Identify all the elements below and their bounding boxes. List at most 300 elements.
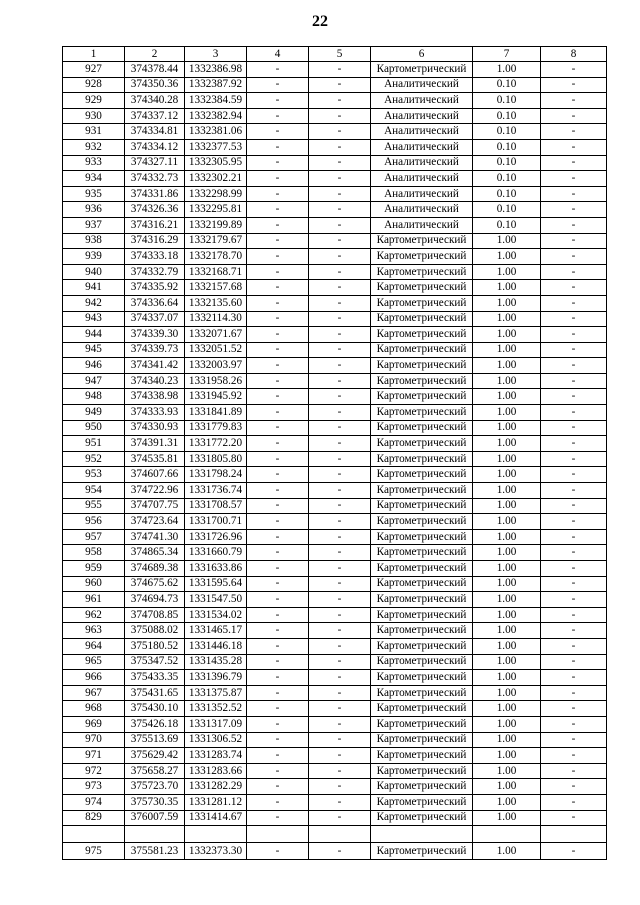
x-coordinate-cell: 374332.73 <box>125 171 185 187</box>
col-5-cell: - <box>309 576 371 592</box>
col-8-cell: - <box>541 498 607 514</box>
y-coordinate-cell: 1331660.79 <box>185 545 247 561</box>
col-8-cell: - <box>541 420 607 436</box>
col-4-cell: - <box>247 685 309 701</box>
y-coordinate-cell: 1332114.30 <box>185 311 247 327</box>
point-number-cell: 965 <box>63 654 125 670</box>
col-5-cell: - <box>309 607 371 623</box>
col-5-cell: - <box>309 389 371 405</box>
col-4-cell: - <box>247 701 309 717</box>
col-5-cell: - <box>309 420 371 436</box>
point-number-cell: 966 <box>63 670 125 686</box>
point-number-cell: 936 <box>63 202 125 218</box>
point-number-cell: 958 <box>63 545 125 561</box>
accuracy-cell: 1.00 <box>473 623 541 639</box>
y-coordinate-cell: 1331446.18 <box>185 638 247 654</box>
col-4-cell: - <box>247 748 309 764</box>
col-4-cell: - <box>247 249 309 265</box>
col-5-cell: - <box>309 529 371 545</box>
x-coordinate-cell: 374338.98 <box>125 389 185 405</box>
table-row <box>63 732 607 748</box>
col-4-cell: - <box>247 233 309 249</box>
accuracy-cell: 1.00 <box>473 763 541 779</box>
x-coordinate-cell: 374327.11 <box>125 155 185 171</box>
point-number-cell: 962 <box>63 607 125 623</box>
accuracy-cell: 1.00 <box>473 514 541 530</box>
point-number-cell: 959 <box>63 561 125 577</box>
header-cell-4: 4 <box>247 47 309 62</box>
method-cell: Картометрический <box>371 810 473 826</box>
col-4-cell: - <box>247 607 309 623</box>
point-number-cell: 972 <box>63 763 125 779</box>
y-coordinate-cell: 1331772.20 <box>185 436 247 452</box>
method-cell: Картометрический <box>371 342 473 358</box>
method-cell: Картометрический <box>371 716 473 732</box>
method-cell: Картометрический <box>371 280 473 296</box>
col-5-cell: - <box>309 124 371 140</box>
col-4-cell: - <box>247 93 309 109</box>
point-number-cell: 829 <box>63 810 125 826</box>
x-coordinate-cell: 375347.52 <box>125 654 185 670</box>
x-coordinate-cell: 374340.23 <box>125 373 185 389</box>
table-row <box>63 670 607 686</box>
col-5-cell: - <box>309 249 371 265</box>
x-coordinate-cell: 376007.59 <box>125 810 185 826</box>
accuracy-cell: 1.00 <box>473 451 541 467</box>
accuracy-cell: 1.00 <box>473 810 541 826</box>
y-coordinate-cell: 1331798.24 <box>185 467 247 483</box>
table-header-row <box>63 47 607 62</box>
col-5-cell: - <box>309 233 371 249</box>
col-5-cell: - <box>309 217 371 233</box>
method-cell: Картометрический <box>371 794 473 810</box>
col-5-cell: - <box>309 561 371 577</box>
x-coordinate-cell: 374333.93 <box>125 405 185 421</box>
col-4-cell: - <box>247 280 309 296</box>
col-8-cell: - <box>541 779 607 795</box>
point-number-cell: 951 <box>63 436 125 452</box>
table-spacer-row <box>63 826 607 843</box>
table-row <box>63 139 607 155</box>
y-coordinate-cell: 1332305.95 <box>185 155 247 171</box>
method-cell: Картометрический <box>371 514 473 530</box>
accuracy-cell: 1.00 <box>473 420 541 436</box>
accuracy-cell: 0.10 <box>473 139 541 155</box>
point-number-cell: 973 <box>63 779 125 795</box>
table-row <box>63 186 607 202</box>
y-coordinate-cell: 1331282.29 <box>185 779 247 795</box>
col-4-cell: - <box>247 498 309 514</box>
point-number-cell: 937 <box>63 217 125 233</box>
col-4-cell: - <box>247 810 309 826</box>
point-number-cell: 952 <box>63 451 125 467</box>
method-cell: Картометрический <box>371 670 473 686</box>
y-coordinate-cell: 1331396.79 <box>185 670 247 686</box>
table-row <box>63 529 607 545</box>
col-8-cell: - <box>541 139 607 155</box>
col-4-cell: - <box>247 436 309 452</box>
method-cell: Аналитический <box>371 155 473 171</box>
col-4-cell: - <box>247 202 309 218</box>
col-5-cell <box>309 826 371 843</box>
x-coordinate-cell: 375088.02 <box>125 623 185 639</box>
method-cell: Картометрический <box>371 545 473 561</box>
y-coordinate-cell: 1332179.67 <box>185 233 247 249</box>
col-4-cell: - <box>247 732 309 748</box>
x-coordinate-cell: 375426.18 <box>125 716 185 732</box>
col-8-cell: - <box>541 451 607 467</box>
col-4-cell: - <box>247 186 309 202</box>
table-row <box>63 295 607 311</box>
y-coordinate-cell: 1331779.83 <box>185 420 247 436</box>
accuracy-cell: 1.00 <box>473 607 541 623</box>
point-number-cell: 961 <box>63 592 125 608</box>
x-coordinate-cell: 374340.28 <box>125 93 185 109</box>
point-number-cell: 974 <box>63 794 125 810</box>
y-coordinate-cell: 1331945.92 <box>185 389 247 405</box>
col-8-cell: - <box>541 171 607 187</box>
y-coordinate-cell: 1332199.89 <box>185 217 247 233</box>
accuracy-cell <box>473 826 541 843</box>
col-5-cell: - <box>309 358 371 374</box>
table-row <box>63 576 607 592</box>
x-coordinate-cell: 374316.29 <box>125 233 185 249</box>
point-number-cell: 949 <box>63 405 125 421</box>
accuracy-cell: 1.00 <box>473 62 541 78</box>
table-row <box>63 638 607 654</box>
table-row <box>63 748 607 764</box>
accuracy-cell: 1.00 <box>473 295 541 311</box>
x-coordinate-cell: 375180.52 <box>125 638 185 654</box>
y-coordinate-cell: 1331306.52 <box>185 732 247 748</box>
accuracy-cell: 1.00 <box>473 280 541 296</box>
accuracy-cell: 1.00 <box>473 498 541 514</box>
accuracy-cell: 1.00 <box>473 794 541 810</box>
header-cell-1: 1 <box>63 47 125 62</box>
col-8-cell: - <box>541 748 607 764</box>
col-8-cell: - <box>541 311 607 327</box>
col-8-cell: - <box>541 545 607 561</box>
point-number-cell: 929 <box>63 93 125 109</box>
table-row <box>63 108 607 124</box>
method-cell: Картометрический <box>371 561 473 577</box>
y-coordinate-cell: 1332384.59 <box>185 93 247 109</box>
col-4-cell: - <box>247 108 309 124</box>
y-coordinate-cell: 1331317.09 <box>185 716 247 732</box>
accuracy-cell: 1.00 <box>473 373 541 389</box>
col-4-cell: - <box>247 654 309 670</box>
x-coordinate-cell: 375430.10 <box>125 701 185 717</box>
col-4-cell: - <box>247 342 309 358</box>
y-coordinate-cell: 1331633.86 <box>185 561 247 577</box>
col-8-cell: - <box>541 561 607 577</box>
accuracy-cell: 1.00 <box>473 545 541 561</box>
col-5-cell: - <box>309 93 371 109</box>
x-coordinate-cell: 374334.81 <box>125 124 185 140</box>
accuracy-cell: 1.00 <box>473 685 541 701</box>
point-number-cell: 956 <box>63 514 125 530</box>
accuracy-cell: 1.00 <box>473 748 541 764</box>
y-coordinate-cell: 1332373.30 <box>185 843 247 860</box>
x-coordinate-cell: 374350.36 <box>125 77 185 93</box>
table-row <box>63 794 607 810</box>
col-5-cell: - <box>309 685 371 701</box>
table-row <box>63 420 607 436</box>
col-5-cell: - <box>309 732 371 748</box>
col-4-cell: - <box>247 373 309 389</box>
col-5-cell: - <box>309 514 371 530</box>
table-row <box>63 514 607 530</box>
point-number-cell: 968 <box>63 701 125 717</box>
x-coordinate-cell: 374535.81 <box>125 451 185 467</box>
x-coordinate-cell: 374332.79 <box>125 264 185 280</box>
accuracy-cell: 1.00 <box>473 467 541 483</box>
col-8-cell: - <box>541 108 607 124</box>
col-4-cell: - <box>247 576 309 592</box>
col-4-cell: - <box>247 155 309 171</box>
accuracy-cell: 0.10 <box>473 155 541 171</box>
col-4-cell: - <box>247 529 309 545</box>
accuracy-cell: 1.00 <box>473 654 541 670</box>
col-8-cell: - <box>541 295 607 311</box>
col-8-cell: - <box>541 701 607 717</box>
point-number-cell: 928 <box>63 77 125 93</box>
y-coordinate-cell: 1331352.52 <box>185 701 247 717</box>
col-4-cell: - <box>247 171 309 187</box>
col-8-cell: - <box>541 436 607 452</box>
x-coordinate-cell: 375658.27 <box>125 763 185 779</box>
col-8-cell: - <box>541 638 607 654</box>
col-4-cell: - <box>247 483 309 499</box>
accuracy-cell: 0.10 <box>473 77 541 93</box>
method-cell: Картометрический <box>371 420 473 436</box>
header-cell-6: 6 <box>371 47 473 62</box>
accuracy-cell: 0.10 <box>473 124 541 140</box>
point-number-cell: 947 <box>63 373 125 389</box>
accuracy-cell: 1.00 <box>473 483 541 499</box>
y-coordinate-cell: 1331465.17 <box>185 623 247 639</box>
x-coordinate-cell: 374335.92 <box>125 280 185 296</box>
accuracy-cell: 1.00 <box>473 529 541 545</box>
col-5-cell: - <box>309 436 371 452</box>
accuracy-cell: 0.10 <box>473 217 541 233</box>
x-coordinate-cell: 374330.93 <box>125 420 185 436</box>
x-coordinate-cell: 375723.70 <box>125 779 185 795</box>
method-cell: Картометрический <box>371 498 473 514</box>
point-number-cell: 935 <box>63 186 125 202</box>
col-5-cell: - <box>309 77 371 93</box>
point-number-cell: 950 <box>63 420 125 436</box>
x-coordinate-cell <box>125 826 185 843</box>
col-8-cell: - <box>541 93 607 109</box>
point-number-cell: 939 <box>63 249 125 265</box>
col-4-cell: - <box>247 264 309 280</box>
col-4-cell: - <box>247 794 309 810</box>
col-5-cell: - <box>309 498 371 514</box>
col-4-cell: - <box>247 311 309 327</box>
col-4-cell: - <box>247 405 309 421</box>
x-coordinate-cell: 374341.42 <box>125 358 185 374</box>
y-coordinate-cell: 1332298.99 <box>185 186 247 202</box>
y-coordinate-cell: 1331708.57 <box>185 498 247 514</box>
accuracy-cell: 1.00 <box>473 233 541 249</box>
col-8-cell: - <box>541 732 607 748</box>
y-coordinate-cell: 1332386.98 <box>185 62 247 78</box>
accuracy-cell: 1.00 <box>473 592 541 608</box>
col-8-cell: - <box>541 467 607 483</box>
col-5-cell: - <box>309 280 371 296</box>
method-cell: Картометрический <box>371 779 473 795</box>
accuracy-cell: 0.10 <box>473 108 541 124</box>
y-coordinate-cell: 1331534.02 <box>185 607 247 623</box>
point-number-cell: 933 <box>63 155 125 171</box>
col-5-cell: - <box>309 794 371 810</box>
x-coordinate-cell: 374689.38 <box>125 561 185 577</box>
col-5-cell: - <box>309 483 371 499</box>
page-number: 22 <box>312 13 328 30</box>
method-cell: Картометрический <box>371 436 473 452</box>
y-coordinate-cell: 1332071.67 <box>185 327 247 343</box>
x-coordinate-cell: 375513.69 <box>125 732 185 748</box>
method-cell: Аналитический <box>371 217 473 233</box>
table-row <box>63 467 607 483</box>
col-8-cell: - <box>541 155 607 171</box>
method-cell: Картометрический <box>371 685 473 701</box>
col-8-cell: - <box>541 327 607 343</box>
y-coordinate-cell: 1331281.12 <box>185 794 247 810</box>
accuracy-cell: 1.00 <box>473 358 541 374</box>
table-row <box>63 124 607 140</box>
table-row <box>63 405 607 421</box>
col-8-cell: - <box>541 623 607 639</box>
x-coordinate-cell: 374675.62 <box>125 576 185 592</box>
col-4-cell: - <box>247 623 309 639</box>
table-row <box>63 327 607 343</box>
col-4-cell: - <box>247 77 309 93</box>
y-coordinate-cell: 1332381.06 <box>185 124 247 140</box>
method-cell: Картометрический <box>371 763 473 779</box>
point-number-cell: 946 <box>63 358 125 374</box>
y-coordinate-cell: 1331435.28 <box>185 654 247 670</box>
col-5-cell: - <box>309 405 371 421</box>
col-5-cell: - <box>309 202 371 218</box>
col-5-cell: - <box>309 451 371 467</box>
accuracy-cell: 1.00 <box>473 576 541 592</box>
col-5-cell: - <box>309 108 371 124</box>
method-cell: Картометрический <box>371 295 473 311</box>
col-5-cell: - <box>309 155 371 171</box>
col-8-cell: - <box>541 358 607 374</box>
table-row <box>63 389 607 405</box>
accuracy-cell: 1.00 <box>473 405 541 421</box>
accuracy-cell: 0.10 <box>473 186 541 202</box>
point-number-cell: 927 <box>63 62 125 78</box>
col-4-cell: - <box>247 467 309 483</box>
col-8-cell: - <box>541 342 607 358</box>
header-cell-2: 2 <box>125 47 185 62</box>
col-4-cell: - <box>247 139 309 155</box>
col-5-cell: - <box>309 342 371 358</box>
col-8-cell: - <box>541 202 607 218</box>
accuracy-cell: 1.00 <box>473 311 541 327</box>
y-coordinate-cell: 1331283.74 <box>185 748 247 764</box>
point-number-cell: 945 <box>63 342 125 358</box>
method-cell: Картометрический <box>371 623 473 639</box>
table-body <box>63 47 607 860</box>
table-row <box>63 311 607 327</box>
x-coordinate-cell: 374694.73 <box>125 592 185 608</box>
table-row <box>63 779 607 795</box>
col-5-cell: - <box>309 592 371 608</box>
point-number-cell: 964 <box>63 638 125 654</box>
y-coordinate-cell: 1332003.97 <box>185 358 247 374</box>
accuracy-cell: 1.00 <box>473 264 541 280</box>
table-row <box>63 498 607 514</box>
method-cell: Картометрический <box>371 843 473 860</box>
x-coordinate-cell: 374865.34 <box>125 545 185 561</box>
method-cell: Картометрический <box>371 483 473 499</box>
x-coordinate-cell: 375433.35 <box>125 670 185 686</box>
table-row <box>63 436 607 452</box>
method-cell: Картометрический <box>371 654 473 670</box>
col-5-cell: - <box>309 701 371 717</box>
col-4-cell: - <box>247 592 309 608</box>
x-coordinate-cell: 374316.21 <box>125 217 185 233</box>
col-5-cell: - <box>309 186 371 202</box>
col-5-cell: - <box>309 311 371 327</box>
y-coordinate-cell: 1331595.64 <box>185 576 247 592</box>
col-8-cell: - <box>541 280 607 296</box>
y-coordinate-cell: 1332168.71 <box>185 264 247 280</box>
table-row <box>63 701 607 717</box>
x-coordinate-cell: 374333.18 <box>125 249 185 265</box>
table-row <box>63 93 607 109</box>
method-cell: Картометрический <box>371 249 473 265</box>
table-row <box>63 685 607 701</box>
x-coordinate-cell: 375431.65 <box>125 685 185 701</box>
y-coordinate-cell: 1332135.60 <box>185 295 247 311</box>
point-number-cell: 940 <box>63 264 125 280</box>
method-cell: Аналитический <box>371 202 473 218</box>
y-coordinate-cell: 1332178.70 <box>185 249 247 265</box>
col-8-cell: - <box>541 685 607 701</box>
y-coordinate-cell: 1331805.80 <box>185 451 247 467</box>
method-cell: Картометрический <box>371 264 473 280</box>
table-row <box>63 451 607 467</box>
method-cell: Картометрический <box>371 467 473 483</box>
method-cell <box>371 826 473 843</box>
accuracy-cell: 1.00 <box>473 561 541 577</box>
col-4-cell: - <box>247 716 309 732</box>
method-cell: Картометрический <box>371 576 473 592</box>
y-coordinate-cell <box>185 826 247 843</box>
y-coordinate-cell: 1332157.68 <box>185 280 247 296</box>
x-coordinate-cell: 374336.64 <box>125 295 185 311</box>
col-5-cell: - <box>309 779 371 795</box>
table-row <box>63 62 607 78</box>
col-5-cell: - <box>309 810 371 826</box>
col-5-cell: - <box>309 295 371 311</box>
col-8-cell: - <box>541 654 607 670</box>
method-cell: Картометрический <box>371 732 473 748</box>
table-row <box>63 373 607 389</box>
table-row <box>63 202 607 218</box>
col-8-cell: - <box>541 483 607 499</box>
point-number-cell: 948 <box>63 389 125 405</box>
point-number-cell: 942 <box>63 295 125 311</box>
header-cell-3: 3 <box>185 47 247 62</box>
x-coordinate-cell: 375730.35 <box>125 794 185 810</box>
